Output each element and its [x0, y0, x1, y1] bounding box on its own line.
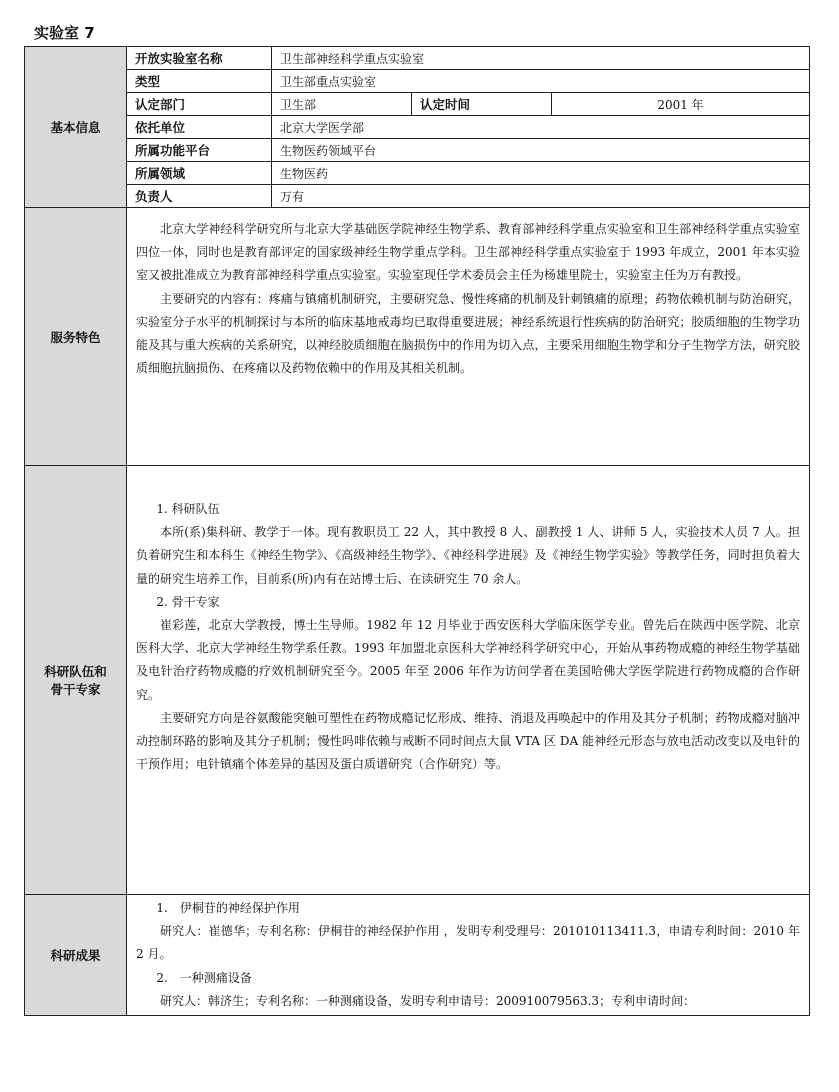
service-content [127, 208, 810, 466]
team-paragraph-3: 主要研究方向是谷氨酸能突触可塑性在药物成瘾记忆形成、维持、消退及再唤起中的作用及其分子机制；药物成瘾对脑冲动控制环路的影响及其分子机制；慢性吗啡依赖与戒断不同时间点大鼠 VTA 区 DA 能神经元形态与放电活动改变以及电针的干预作用；电针镇痛个体差异的基因及蛋白质谱研究（合作研究）等。 [136, 710, 800, 772]
lab-name-value: 卫生部神经科学重点实验室 [272, 47, 810, 70]
field-value: 生物医药 [272, 162, 810, 185]
type-value: 卫生部重点实验室 [272, 70, 810, 93]
platform-value: 生物医药领域平台 [272, 139, 810, 162]
date-value: 2001 年 [552, 93, 810, 116]
results-label: 科研成果 [25, 895, 127, 1016]
head-value: 万有 [272, 185, 810, 208]
team-label [25, 466, 127, 895]
table-row [25, 47, 810, 70]
result-2-detail: 研究人：韩济生；专利名称：一种测痛设备，发明专利申请号：200910079563.3；专利申请时间： [160, 993, 696, 1008]
result-1-title: 1. 伊桐苷的神经保护作用 [156, 901, 300, 915]
page-title: 实验室 7 [34, 24, 95, 42]
result-2-title: 2. 一种测痛设备 [156, 970, 252, 985]
dept-label: 认定部门 [127, 93, 272, 116]
lab-info-table [24, 46, 810, 1016]
basic-info-label: 基本信息 [25, 47, 127, 208]
host-value: 北京大学医学部 [272, 116, 810, 139]
service-paragraph-2: 主要研究的内容有：疼痛与镇痛机制研究，主要研究急、慢性疼痛的机制及针刺镇痛的原理；药物依赖机制与防治研究，实验室分子水平的机制探讨与本所的临床基地戒毒均已取得重要进展；神经系统退行性疾病的防治研究；胶质细胞的生物学功能及其与重大疾病的关系研究，以神经胶质细胞在脑损伤中的作用为切入点，主要采用细胞生物学和分子生物学方法，研究胶质细胞抗脑损伤、在疼痛以及药物依赖中的作用及其相关机制。 [136, 291, 800, 376]
team-paragraph-1: 本所(系)集科研、教学于一体。现有教职员工 22 人，其中教授 8 人、副教授 1 人、讲师 5 人，实验技术人员 7 人。担负着研究生和本科生《神经生物学》、《高级神经生物学》、《神经科学进展》及《神经生物学实验》等教学任务，同时担负着大量的研究生培养工作，目前系(所)内有在站博士后、在读研究生 70 余人。 [136, 525, 800, 586]
table-row [25, 116, 810, 139]
team-content [127, 466, 810, 895]
team-heading-1: 1. 科研队伍 [156, 502, 220, 516]
table-row [25, 139, 810, 162]
team-label-line-2: 骨干专家 [50, 682, 101, 697]
platform-label: 所属功能平台 [127, 139, 272, 162]
team-heading-2: 2. 骨干专家 [156, 594, 220, 609]
service-paragraph-1: 北京大学神经科学研究所与北京大学基础医学院神经生物学系、教育部神经科学重点实验室和卫生部神经科学重点实验室四位一体，同时也是教育部评定的国家级神经生物学重点学科。卫生部神经科学重点实验室于 1993 年成立，2001 年本实验室又被批准成立为教育部神经科学重点实验室。实验室现任学术委员会主任为杨雄里院士，实验室主任为万有教授。 [136, 222, 800, 283]
table-row [25, 93, 810, 116]
table-row [25, 70, 810, 93]
results-content [127, 895, 810, 1016]
table-row [25, 185, 810, 208]
table-row [25, 466, 810, 895]
table-row [25, 162, 810, 185]
table-row [25, 208, 810, 466]
team-label-line-1: 科研队伍和 [44, 664, 107, 679]
table-row [25, 895, 810, 1016]
team-paragraph-2: 崔彩莲，北京大学教授，博士生导师。1982 年 12 月毕业于西安医科大学临床医学专业。曾先后在陕西中医学院、北京医科大学、北京大学神经生物学系任教。1993 年加盟北京医科大学神经科学研究中心，开始从事药物成瘾的神经生物学基础及电针治疗药物成瘾的疗效机制研究至今。2005 年至 2006 年作为访问学者在美国哈佛大学医学院进行药物成瘾的合作研究。 [136, 618, 800, 702]
head-label: 负责人 [127, 185, 272, 208]
service-label: 服务特色 [25, 208, 127, 466]
result-1-detail: 研究人：崔德华；专利名称：伊桐苷的神经保护作用 ，发明专利受理号：201010113411.3，申请专利时间：2010 年 2 月。 [136, 924, 800, 962]
field-label: 所属领域 [127, 162, 272, 185]
host-label: 依托单位 [127, 116, 272, 139]
type-label: 类型 [127, 70, 272, 93]
date-label: 认定时间 [412, 93, 552, 116]
lab-name-label: 开放实验室名称 [127, 47, 272, 70]
dept-value: 卫生部 [272, 93, 412, 116]
